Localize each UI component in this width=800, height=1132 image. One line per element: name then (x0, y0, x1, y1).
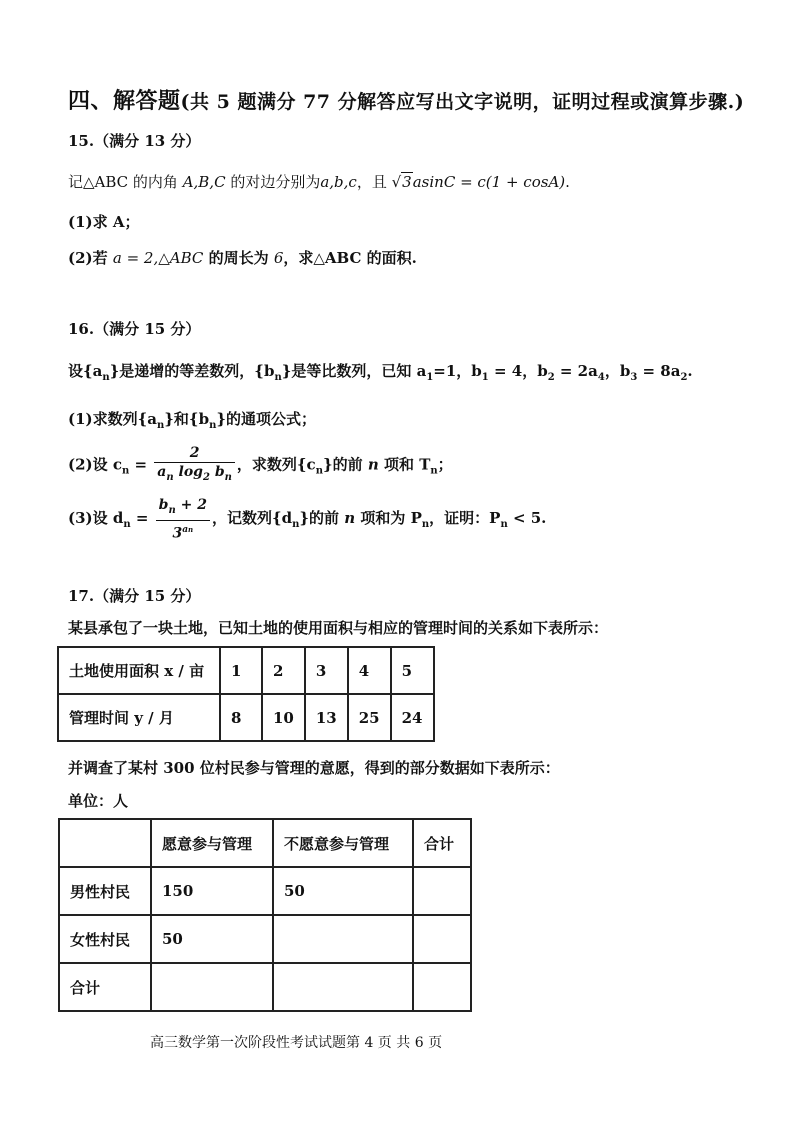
table2-header (59, 819, 151, 867)
table-row (58, 694, 434, 741)
q17-unit: 单位：人 (68, 792, 129, 810)
section-title-main: 四、解答题 (68, 88, 181, 114)
table2-cell (413, 963, 471, 1011)
q16-p2-d: }的前 (322, 455, 368, 474)
q16-p2-num: 2 (154, 444, 235, 463)
q16-p2-f: 项和 T (378, 455, 431, 474)
q16-stem: 设$\{a_n\}$是递增的等差数列，$\{b_n\}$是等比数列，已知 $a_1=1$，$b_1 = 4$，$b_2 = 2a_4$，$b_3 = 8a_2$. (68, 362, 693, 383)
table2-header: 愿意参与管理 (151, 819, 273, 867)
table2-cell: 女性村民 (59, 915, 151, 963)
table2-cell (151, 963, 273, 1011)
q17-survey: 并调查了某村 300 位村民参与管理的意愿，得到的部分数据如下表所示： (68, 759, 560, 777)
q15-eq-end: . (565, 173, 570, 191)
q16-p1-a: (1)求数列{a (68, 410, 157, 428)
q16-p3-den: $3^{an}$ (172, 524, 194, 542)
table1-cell: 1 (220, 647, 262, 694)
q16-p3-fraction (156, 496, 210, 542)
table1-cell: 25 (348, 694, 391, 741)
q16-p3-den-exp: a (182, 524, 189, 535)
table-row (59, 819, 471, 867)
q16-p3-h: < 5. (507, 509, 547, 528)
table2-cell (273, 915, 413, 963)
q16-p2-den: $a_n$ $\log_2 b_n$ (157, 464, 232, 483)
q15-stem-math: A,B,C (182, 173, 226, 191)
q15-p2-text3: ，求△ABC 的面积. (283, 249, 417, 267)
q16-b: }是递增的等差数列，{b (109, 362, 275, 380)
q16-p2-a: (2)设 c (68, 455, 122, 474)
q16-e: = 4，b (488, 362, 548, 380)
q16-p2-c: ，求数列{c (236, 455, 316, 474)
table-row (59, 963, 471, 1011)
table1-cell: 2 (262, 647, 305, 694)
q16-p2-fraction (154, 444, 235, 487)
q16-h: = 8a (637, 362, 681, 380)
q16-part1: (1)求数列$\{a_n\}$和$\{b_n\}$的通项公式； (68, 410, 316, 431)
table-row (59, 915, 471, 963)
q16-p1-c: }的通项公式； (216, 410, 316, 428)
table1-cell: 13 (305, 694, 348, 741)
q16-p3-d: }的前 (299, 509, 345, 528)
q16-p3-a: (3)设 d (68, 509, 124, 528)
q16-p2-b: = (129, 455, 153, 474)
table2-cell: 合计 (59, 963, 151, 1011)
q16-heading: 16.（满分 15 分） (68, 320, 201, 338)
q16-p3-f: 项和为 P (355, 509, 422, 528)
q17-intro: 某县承包了一块土地，已知土地的使用面积与相应的管理时间的关系如下表所示： (68, 619, 609, 637)
q16-p3-num: $b_n + 2$ (156, 496, 210, 521)
survey-table (58, 818, 472, 1012)
table2-cell (273, 963, 413, 1011)
q16-p3-num-b: b (158, 497, 169, 513)
q16-g: ，b (604, 362, 631, 380)
table-row (59, 867, 471, 915)
q16-part2: (2)设 $c_n$ = $\frac{2}{a_n \log_2 b_n}$ ，求数列$\{c_n\}$的前 n 项和 $T_n$； (68, 444, 453, 487)
q16-i: . (687, 362, 693, 380)
table1-cell: 3 (305, 647, 348, 694)
q15-eq-a: a (412, 173, 422, 191)
q15-sqrt-arg: 3 (402, 173, 412, 191)
table2-cell (413, 915, 471, 963)
q16-p2-den-a: a (157, 464, 167, 480)
section-subtitle: (共 5 题满分 77 分解答应写出文字说明，证明过程或演算步骤.) (180, 91, 745, 113)
q15-stem-text: 记△ABC 的内角 (68, 173, 183, 191)
area-time-table (57, 646, 435, 742)
q16-f: = 2a (554, 362, 598, 380)
table2-cell (413, 867, 471, 915)
q16-p2-n: n (367, 455, 379, 474)
q16-c: }是等比数列，已知 a (281, 362, 427, 380)
q17-heading: 17.（满分 15 分） (68, 587, 201, 605)
q15-stem-text2: 的对边分别为 (225, 173, 321, 191)
q15-p2-math: a = 2,△ABC (112, 249, 204, 267)
section-title (68, 84, 744, 115)
q16-part3: (3)设 $d_n$ = $\frac{b_n + 2}{3^{an}}$ ，记数列$\{d_n\}$的前 n 项和为 $P_n$，证明：$P_n < 5$. (68, 497, 547, 542)
q16-a: 设{a (68, 362, 103, 380)
q15-p2-text: (2)若 (68, 249, 113, 267)
table1-cell: 4 (348, 647, 391, 694)
q16-p3-b: = (130, 509, 154, 528)
q15-part2 (68, 247, 417, 268)
table1-cell: 8 (220, 694, 262, 741)
q16-d: =1，b (433, 362, 482, 380)
table2-header: 合计 (413, 819, 471, 867)
q16-p3-n: n (344, 509, 356, 528)
q15-stem-text3: ，且 (356, 173, 392, 191)
q15-eq-rest: sinC = c(1 + cosA) (421, 173, 566, 191)
q15-equation: √3asinC = c(1 + cosA) (391, 173, 566, 191)
q16-p2-g: ； (437, 455, 453, 474)
table2-cell: 50 (151, 915, 273, 963)
q15-p2-perimeter: 6 (273, 249, 284, 267)
table2-header: 不愿意参与管理 (273, 819, 413, 867)
table1-cell: 5 (391, 647, 434, 694)
table2-cell: 150 (151, 867, 273, 915)
q16-p3-num-plus: + 2 (175, 497, 207, 513)
q15-stem-math2: a,b,c (320, 173, 357, 191)
table1-row1-label: 土地使用面积 x / 亩 (58, 647, 220, 694)
q16-p2-den-b: b (209, 464, 225, 480)
q15-p2-text2: 的周长为 (203, 249, 274, 267)
q15-part1: (1)求 A； (68, 213, 140, 231)
table1-cell: 10 (262, 694, 305, 741)
table2-cell: 50 (273, 867, 413, 915)
table2-cell: 男性村民 (59, 867, 151, 915)
q16-p3-c: ，记数列{d (211, 509, 293, 528)
q16-p3-den-3: 3 (172, 525, 183, 542)
table-row (58, 647, 434, 694)
q16-p3-g: ，证明：P (429, 509, 501, 528)
q16-p1-b: }和{b (164, 410, 210, 428)
page-footer: 高三数学第一次阶段性考试试题第 4 页 共 6 页 (150, 1035, 443, 1051)
q16-p2-den-log: log (173, 464, 203, 480)
q15-heading: 15.（满分 13 分） (68, 132, 201, 150)
table1-row2-label: 管理时间 y / 月 (58, 694, 220, 741)
table1-cell: 24 (391, 694, 434, 741)
q15-stem (68, 171, 570, 192)
